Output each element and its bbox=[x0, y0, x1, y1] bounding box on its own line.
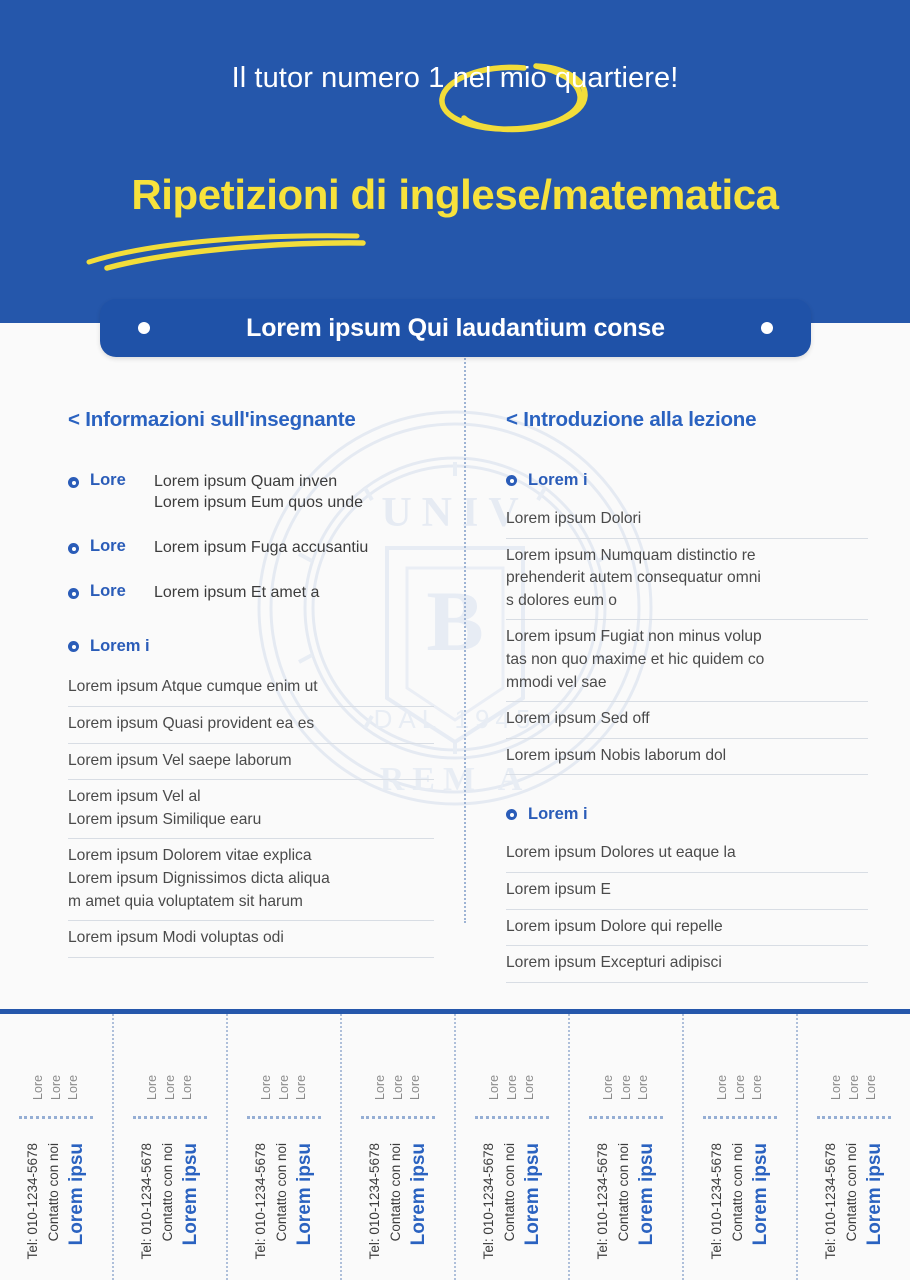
list-item-line: Lorem ipsum Fugiat non minus volup bbox=[506, 628, 762, 646]
list-item-line: Lorem ipsum Dolores ut eaque la bbox=[506, 844, 736, 862]
list-item-line: Lorem ipsum Nobis laborum dol bbox=[506, 746, 727, 764]
header-subtitle: Il tutor numero 1 nel mio quartiere! bbox=[231, 62, 679, 94]
tearoff-tab-name: Lorem ipsu bbox=[408, 1143, 429, 1246]
list-item-line: Lorem ipsum Dolori bbox=[506, 510, 642, 527]
list-item-line: Lorem ipsum Vel saepe laborum bbox=[68, 751, 292, 769]
poster-header bbox=[0, 0, 910, 323]
tearoff-tab-top-lines bbox=[146, 1040, 194, 1100]
right-column bbox=[460, 408, 910, 983]
list-item bbox=[506, 502, 868, 539]
group-heading bbox=[506, 805, 868, 824]
info-row bbox=[68, 471, 434, 513]
list-item bbox=[506, 739, 868, 776]
tearoff-tab-top-line: Lore bbox=[601, 1074, 616, 1100]
info-row-value: Lorem ipsum Et amet a bbox=[154, 584, 320, 602]
list-item-line: s dolores eum o bbox=[506, 591, 617, 609]
tearoff-tab-contact-label: Contatto con noi bbox=[159, 1143, 175, 1242]
tearoff-tab-contact-label: Contatto con noi bbox=[273, 1143, 289, 1242]
tearoff-tab[interactable] bbox=[798, 1014, 910, 1280]
tearoff-tab-name: Lorem ipsu bbox=[864, 1143, 885, 1246]
tearoff-tab-phone[interactable]: Tel: 010-1234-5678 bbox=[367, 1143, 382, 1260]
list-item-line: Lorem ipsum Excepturi adipisci bbox=[506, 954, 722, 972]
tearoff-strip bbox=[0, 1014, 910, 1280]
list-item-line: m amet quia voluptatem sit harum bbox=[68, 892, 303, 910]
group-heading bbox=[68, 637, 434, 656]
tearoff-tab-contact-label: Contatto con noi bbox=[387, 1143, 403, 1242]
list-item bbox=[68, 744, 434, 781]
list-item-line: Lorem ipsum Vel al bbox=[68, 788, 201, 806]
bullet-icon bbox=[506, 475, 517, 486]
list-item-line: Lorem ipsum Modi voluptas odi bbox=[68, 929, 284, 947]
tearoff-tab-top-lines bbox=[260, 1040, 308, 1100]
tearoff-tab-contact-label: Contatto con noi bbox=[501, 1143, 517, 1242]
tearoff-tab-top-line: Lore bbox=[636, 1074, 651, 1100]
list-item-line: Lorem ipsum Quasi provident ea es bbox=[68, 715, 315, 733]
tearoff-perforation-line bbox=[361, 1116, 435, 1119]
tearoff-tab-top-lines bbox=[374, 1040, 422, 1100]
tearoff-tab-contact bbox=[140, 1143, 200, 1273]
tearoff-tab-top-line: Lore bbox=[259, 1074, 274, 1100]
tearoff-tab-contact bbox=[254, 1143, 314, 1273]
tearoff-tab-top-lines bbox=[32, 1040, 80, 1100]
list-item-line: Lorem ipsum Atque cumque enim ut bbox=[68, 678, 318, 696]
tearoff-tab-phone[interactable]: Tel: 010-1234-5678 bbox=[139, 1143, 154, 1260]
tearoff-tab-contact-label: Contatto con noi bbox=[615, 1143, 631, 1242]
list-item bbox=[506, 836, 868, 873]
info-row bbox=[68, 537, 434, 558]
tearoff-tab-top-lines bbox=[602, 1040, 650, 1100]
list-item bbox=[506, 910, 868, 947]
tearoff-tab-contact bbox=[596, 1143, 656, 1273]
list-item bbox=[68, 839, 434, 921]
group-heading-label: Lorem i bbox=[528, 471, 588, 489]
tearoff-tab-top-line: Lore bbox=[162, 1074, 177, 1100]
tearoff-perforation-line bbox=[475, 1116, 549, 1119]
tearoff-tab-top-lines bbox=[716, 1040, 764, 1100]
tearoff-tab-top-line: Lore bbox=[715, 1074, 730, 1100]
svg-text:B: B bbox=[426, 573, 484, 669]
tearoff-tab-top-line: Lore bbox=[846, 1074, 861, 1100]
banner-text: Lorem ipsum Qui laudantium conse bbox=[246, 313, 665, 342]
tearoff-perforation-line bbox=[133, 1116, 207, 1119]
list-item bbox=[68, 780, 434, 839]
tearoff-tab-name: Lorem ipsu bbox=[636, 1143, 657, 1246]
tearoff-tab-top-line: Lore bbox=[145, 1074, 160, 1100]
tearoff-perforation-line bbox=[589, 1116, 663, 1119]
left-section-heading: < Informazioni sull'insegnante bbox=[68, 408, 356, 431]
tearoff-perforation-line bbox=[19, 1116, 93, 1119]
tearoff-tab-name: Lorem ipsu bbox=[180, 1143, 201, 1246]
list-item bbox=[68, 670, 434, 707]
tearoff-tab-phone[interactable]: Tel: 010-1234-5678 bbox=[25, 1143, 40, 1260]
tearoff-tab-name: Lorem ipsu bbox=[294, 1143, 315, 1246]
banner-right-dot-icon bbox=[761, 322, 773, 334]
list-item bbox=[68, 921, 434, 958]
info-row-key: Lore bbox=[90, 537, 126, 556]
tearoff-tab-phone[interactable]: Tel: 010-1234-5678 bbox=[823, 1143, 838, 1260]
tearoff-tab-top-line: Lore bbox=[31, 1074, 46, 1100]
tearoff-tab-top-lines bbox=[488, 1040, 536, 1100]
tearoff-tab[interactable] bbox=[684, 1014, 798, 1280]
bullet-icon bbox=[68, 588, 79, 599]
info-row-key: Lore bbox=[90, 471, 126, 489]
list-item bbox=[506, 702, 868, 739]
list-item-line: Lorem ipsum Dignissimos dicta aliqua bbox=[68, 870, 330, 888]
left-column bbox=[0, 408, 460, 983]
info-row-key: Lore bbox=[90, 582, 126, 601]
tearoff-tab-contact bbox=[368, 1143, 428, 1273]
group-heading-label: Lorem i bbox=[90, 637, 150, 656]
tearoff-tab-phone[interactable]: Tel: 010-1234-5678 bbox=[253, 1143, 268, 1260]
svg-text:REM A: REM A bbox=[379, 761, 531, 798]
tearoff-tab-name: Lorem ipsu bbox=[66, 1143, 87, 1246]
list-item bbox=[68, 707, 434, 744]
banner-left-dot-icon bbox=[138, 322, 150, 334]
tearoff-tab-top-line: Lore bbox=[750, 1074, 765, 1100]
tearoff-tab-phone[interactable]: Tel: 010-1234-5678 bbox=[595, 1143, 610, 1260]
tearoff-tab-top-line: Lore bbox=[864, 1074, 879, 1100]
tearoff-perforation-line bbox=[247, 1116, 321, 1119]
list-item-line: tas non quo maxime et hic quidem co bbox=[506, 651, 765, 669]
bullet-icon bbox=[68, 477, 79, 488]
info-row-line: Lorem ipsum Eum quos unde bbox=[154, 494, 363, 512]
tearoff-tab-top-line: Lore bbox=[373, 1074, 388, 1100]
tearoff-tab-contact bbox=[482, 1143, 542, 1273]
tearoff-perforation-line bbox=[703, 1116, 777, 1119]
svg-text:DAL 1945: DAL 1945 bbox=[373, 704, 537, 734]
tearoff-tab-top-line: Lore bbox=[276, 1074, 291, 1100]
tearoff-tab-phone[interactable]: Tel: 010-1234-5678 bbox=[709, 1143, 724, 1260]
list-item-line: Lorem ipsum Dolore qui repelle bbox=[506, 917, 723, 935]
bullet-icon bbox=[68, 543, 79, 554]
yellow-underline-doodle-icon bbox=[85, 228, 390, 274]
tearoff-tab-contact bbox=[26, 1143, 86, 1273]
tearoff-tab-contact-label: Contatto con noi bbox=[843, 1143, 859, 1242]
list-item bbox=[506, 946, 868, 983]
tearoff-tab-contact-label: Contatto con noi bbox=[729, 1143, 745, 1242]
list-item-line: Lorem ipsum Similique earu bbox=[68, 810, 262, 828]
list-item bbox=[506, 620, 868, 702]
tearoff-tab-contact-label: Contatto con noi bbox=[45, 1143, 61, 1242]
tearoff-tab-name: Lorem ipsu bbox=[750, 1143, 771, 1246]
tearoff-tab-top-line: Lore bbox=[48, 1074, 63, 1100]
tearoff-tab[interactable] bbox=[114, 1014, 228, 1280]
tearoff-tab-top-line: Lore bbox=[522, 1074, 537, 1100]
info-row-value: Lorem ipsum Fuga accusantiu bbox=[154, 539, 369, 557]
right-section-heading: < Introduzione alla lezione bbox=[506, 408, 757, 431]
list-item-line: Lorem ipsum E bbox=[506, 881, 611, 899]
tearoff-tab-contact bbox=[710, 1143, 770, 1273]
content-area bbox=[0, 323, 910, 1011]
tearoff-tab-name: Lorem ipsu bbox=[522, 1143, 543, 1246]
list-item-line: prehenderit autem consequatur omni bbox=[506, 569, 761, 587]
header-title: Ripetizioni di inglese/matematica bbox=[131, 171, 779, 218]
tearoff-tab-top-line: Lore bbox=[390, 1074, 405, 1100]
list-item-line: Lorem ipsum Sed off bbox=[506, 710, 650, 728]
group-heading bbox=[506, 471, 868, 490]
tearoff-tab-top-line: Lore bbox=[408, 1074, 423, 1100]
headline-banner bbox=[100, 299, 811, 357]
tearoff-tab-phone[interactable]: Tel: 010-1234-5678 bbox=[481, 1143, 496, 1260]
list-item-line: Lorem ipsum Numquam distinctio re bbox=[506, 546, 756, 564]
tearoff-tab[interactable] bbox=[570, 1014, 684, 1280]
tearoff-tab-top-line: Lore bbox=[504, 1074, 519, 1100]
tearoff-tab-top-line: Lore bbox=[66, 1074, 81, 1100]
tearoff-tab-top-line: Lore bbox=[294, 1074, 309, 1100]
tearoff-tab[interactable] bbox=[0, 1014, 114, 1280]
bullet-icon bbox=[506, 809, 517, 820]
tearoff-tab-top-line: Lore bbox=[180, 1074, 195, 1100]
svg-text:UNIV: UNIV bbox=[381, 490, 529, 536]
tearoff-tab[interactable] bbox=[342, 1014, 456, 1280]
tearoff-tab[interactable] bbox=[456, 1014, 570, 1280]
list-item-line: Lorem ipsum Dolorem vitae explica bbox=[68, 847, 312, 865]
info-row-value bbox=[154, 471, 434, 513]
tearoff-tab[interactable] bbox=[228, 1014, 342, 1280]
group-heading-label: Lorem i bbox=[528, 805, 588, 824]
bullet-icon bbox=[68, 641, 79, 652]
tearoff-tab-top-line: Lore bbox=[829, 1074, 844, 1100]
list-item bbox=[506, 873, 868, 910]
tearoff-tab-top-line: Lore bbox=[732, 1074, 747, 1100]
tearoff-perforation-line bbox=[817, 1116, 891, 1119]
list-item-line: mmodi vel sae bbox=[506, 673, 607, 691]
info-row-line: Lorem ipsum Quam inven bbox=[154, 473, 338, 490]
list-item bbox=[506, 539, 868, 621]
tearoff-tab-top-line: Lore bbox=[618, 1074, 633, 1100]
tearoff-tab-top-line: Lore bbox=[487, 1074, 502, 1100]
info-row bbox=[68, 582, 434, 603]
tearoff-tab-top-lines bbox=[830, 1040, 878, 1100]
tearoff-tab-contact bbox=[824, 1143, 884, 1273]
